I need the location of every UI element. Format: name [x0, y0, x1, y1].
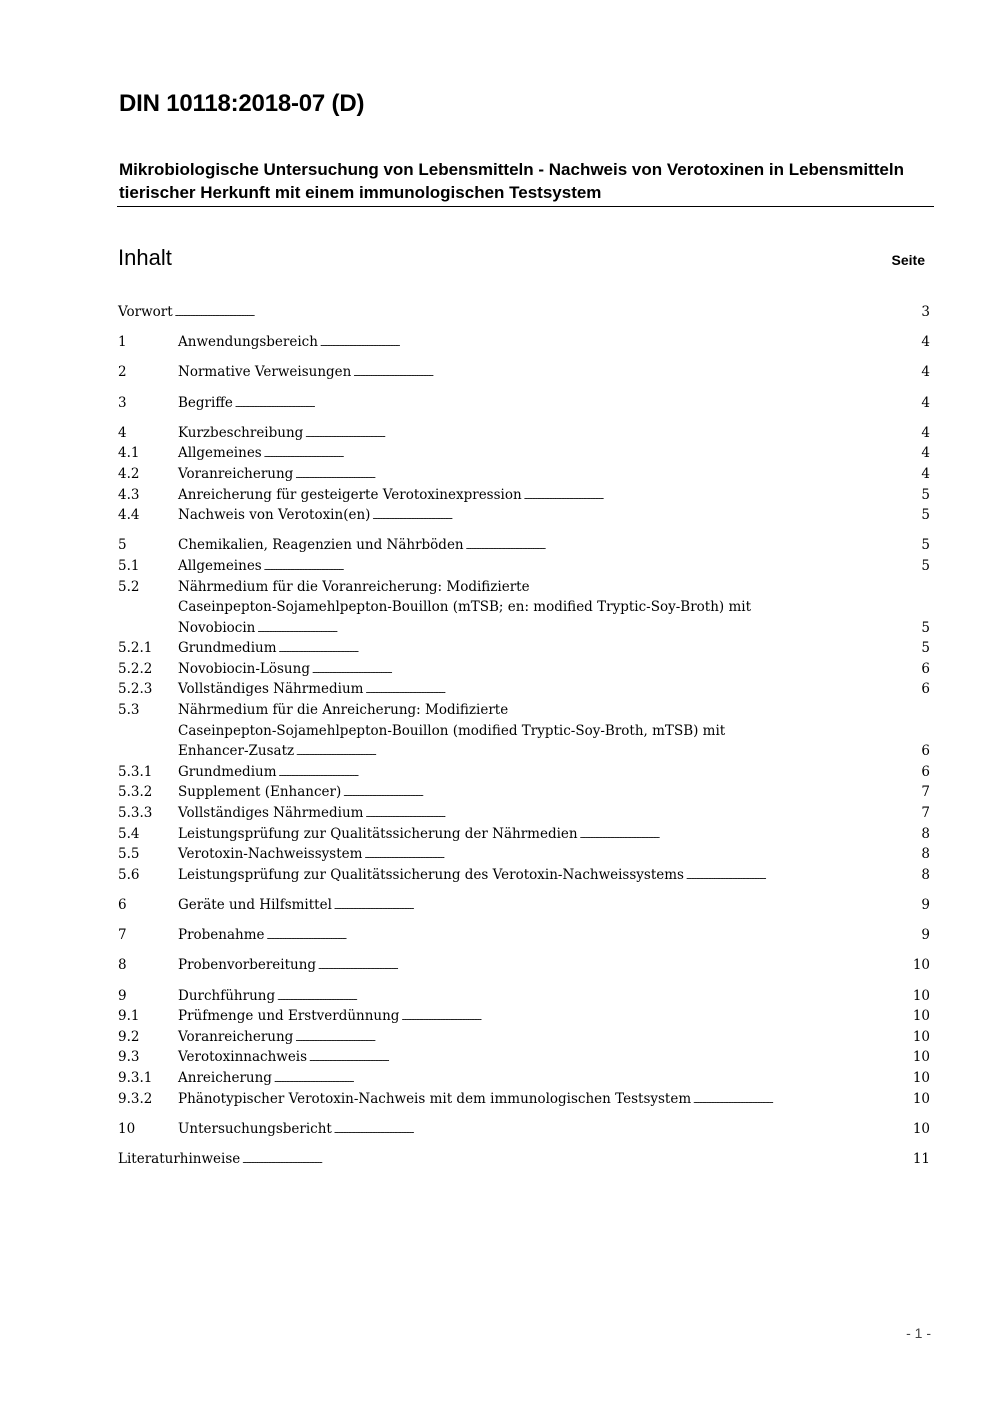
toc-dot-leader: [372, 505, 919, 526]
toc-entry-line: [178, 423, 930, 444]
toc-entry-page: 6: [921, 743, 930, 760]
toc-entry[interactable]: [118, 679, 930, 700]
toc-entry-label: Caseinpepton-Sojamehlpepton-Bouillon (mTSB; en: modified Tryptic-Soy-Broth) mit: [178, 599, 751, 616]
toc-entry-line: [178, 659, 930, 680]
toc-entry[interactable]: [118, 535, 930, 556]
toc-entry-page: 5: [921, 619, 930, 636]
toc-entry-label: Anreicherung: [178, 1069, 272, 1086]
toc-entry[interactable]: [118, 443, 930, 464]
toc-entry-label: Novobiocin-Lösung: [178, 660, 310, 677]
toc-entry-line: [178, 679, 930, 700]
toc-dot-leader: [242, 1149, 911, 1170]
page-column-label: Seite: [891, 252, 925, 268]
toc-entry-label: Nährmedium für die Anreicherung: Modifizierte: [178, 702, 509, 719]
toc-entry-page: 5: [921, 507, 930, 524]
toc-entry-page: 8: [921, 846, 930, 863]
toc-entry-line: [178, 955, 930, 976]
toc-entry[interactable]: [118, 302, 930, 323]
toc-entry-page: 9: [921, 927, 930, 944]
toc-entry-label: Anwendungsbereich: [178, 334, 318, 351]
toc-entry-line: [178, 443, 930, 464]
toc-entry-page: 9: [921, 897, 930, 913]
toc-entry-line: [178, 1068, 930, 1089]
toc-entry-number: 3: [118, 394, 127, 411]
toc-entry-line: [178, 1089, 930, 1110]
toc-entry[interactable]: [118, 721, 930, 742]
toc-dot-leader: [580, 824, 920, 845]
toc-entry-label: Vollständiges Nährmedium: [178, 805, 364, 822]
toc-entry-number: 1: [118, 334, 127, 351]
toc-entry[interactable]: [118, 659, 930, 680]
toc-entry-page: 4: [921, 334, 930, 351]
toc-dot-leader: [235, 393, 920, 414]
toc-entry-label: Probenvorbereitung: [178, 957, 317, 974]
toc-entry[interactable]: [118, 362, 930, 383]
toc-dot-leader: [334, 895, 919, 916]
toc-entry-label: Anreicherung für gesteigerte Verotoxinexpression: [178, 486, 522, 503]
toc-entry-number: 10: [118, 1120, 136, 1137]
toc-entry[interactable]: [118, 986, 930, 1007]
toc-entry[interactable]: [118, 844, 930, 865]
toc-entry[interactable]: [118, 824, 930, 845]
toc-entry[interactable]: [118, 700, 930, 721]
toc-entry[interactable]: [118, 762, 930, 783]
toc-entry-line: [178, 895, 930, 916]
toc-entry-page: 10: [912, 1008, 930, 1025]
toc-entry-page: 10: [912, 957, 930, 974]
table-of-contents: [118, 302, 930, 1170]
toc-dot-leader: [365, 679, 919, 700]
toc-entry-page: 5: [921, 640, 930, 657]
toc-entry-line: [178, 485, 930, 506]
document-subtitle: Mikrobiologische Untersuchung von Lebensmitteln - Nachweis von Verotoxinen in Lebensmitteln tierischer Herkunft mit einem immunologischen Testsystem: [119, 160, 904, 202]
toc-dot-leader: [305, 423, 919, 444]
toc-entry-number: 9.1: [118, 1008, 140, 1025]
toc-entry-page: 4: [921, 394, 930, 411]
toc-entry[interactable]: [118, 485, 930, 506]
toc-entry-number: 5.3.2: [118, 784, 153, 801]
toc-entry-line: [178, 597, 930, 618]
toc-entry-line: [178, 577, 930, 598]
toc-entry-page: 10: [912, 1049, 930, 1066]
toc-entry-line: [178, 464, 930, 485]
toc-entry[interactable]: [118, 505, 930, 526]
toc-entry[interactable]: [118, 393, 930, 414]
toc-entry-line: [178, 332, 930, 353]
toc-entry-line: [178, 803, 930, 824]
toc-entry-label: Voranreicherung: [178, 465, 294, 482]
toc-entry-label: Durchführung: [178, 987, 276, 1004]
toc-entry-label: Verotoxinnachweis: [178, 1049, 308, 1066]
toc-entry-number: 9.3.1: [118, 1069, 153, 1086]
toc-dot-leader: [296, 741, 919, 762]
toc-entry-page: 10: [912, 1090, 930, 1107]
toc-dot-leader: [257, 618, 919, 639]
toc-entry-line: [178, 1119, 930, 1140]
toc-entry[interactable]: [118, 803, 930, 824]
toc-dot-leader: [312, 659, 919, 680]
toc-entry-page: 10: [912, 1069, 930, 1086]
toc-entry-number: 5.2: [118, 578, 140, 595]
toc-entry[interactable]: [118, 1047, 930, 1068]
toc-entry[interactable]: [118, 1119, 930, 1140]
toc-entry-number: 5.2.3: [118, 681, 153, 698]
toc-entry[interactable]: [118, 955, 930, 976]
toc-entry[interactable]: [118, 464, 930, 485]
toc-entry-label: Kurzbeschreibung: [178, 424, 304, 441]
toc-entry[interactable]: [118, 1149, 930, 1170]
toc-entry-label: Leistungsprüfung zur Qualitätssicherung der Nährmedien: [178, 825, 578, 842]
toc-entry-label: Grundmedium: [178, 640, 277, 657]
toc-dot-leader: [279, 762, 920, 783]
toc-entry[interactable]: [118, 1027, 930, 1048]
toc-entry[interactable]: [118, 895, 930, 916]
toc-entry-page: 4: [921, 364, 930, 381]
toc-dot-leader: [318, 955, 911, 976]
toc-entry-number: 6: [118, 897, 127, 913]
toc-entry-number: 5.3: [118, 702, 140, 719]
toc-entry-number: 5.4: [118, 825, 140, 842]
toc-entry-label: Leistungsprüfung zur Qualitätssicherung des Verotoxin-Nachweissystems: [178, 866, 684, 883]
toc-entry-label: Geräte und Hilfsmittel: [178, 897, 332, 913]
toc-dot-leader: [175, 302, 920, 323]
toc-entry[interactable]: [118, 556, 930, 577]
toc-entry[interactable]: [118, 638, 930, 659]
toc-entry-number: 4.2: [118, 465, 140, 482]
toc-entry-number: 7: [118, 927, 127, 944]
toc-entry[interactable]: [118, 1089, 930, 1110]
toc-entry-line: [178, 505, 930, 526]
toc-entry-line: [178, 393, 930, 414]
toc-entry-line: [178, 865, 930, 886]
toc-entry-page: 10: [912, 1028, 930, 1045]
toc-entry-line: [178, 782, 930, 803]
toc-entry-line: [178, 1047, 930, 1068]
toc-entry-number: 2: [118, 364, 127, 381]
toc-dot-leader: [343, 782, 919, 803]
toc-entry-line: [178, 844, 930, 865]
toc-entry-line: [178, 986, 930, 1007]
toc-entry-label: Nährmedium für die Voranreicherung: Modifizierte: [178, 578, 530, 595]
toc-dot-leader: [274, 1068, 911, 1089]
toc-entry[interactable]: [118, 1006, 930, 1027]
document-title: DIN 10118:2018-07 (D): [119, 90, 365, 117]
toc-entry-label: Untersuchungsbericht: [178, 1120, 332, 1137]
toc-entry-number: 5: [118, 537, 127, 554]
toc-entry-label: Phänotypischer Verotoxin-Nachweis mit dem immunologischen Testsystem: [178, 1090, 692, 1107]
toc-entry-page: 4: [921, 465, 930, 482]
toc-dot-leader: [365, 803, 919, 824]
toc-entry-label: Probenahme: [178, 927, 265, 944]
toc-entry-page: 7: [921, 805, 930, 822]
toc-entry-line: [178, 824, 930, 845]
toc-entry[interactable]: [118, 782, 930, 803]
toc-dot-leader: [277, 986, 911, 1007]
toc-entry-page: 4: [921, 445, 930, 462]
toc-entry-line: [178, 556, 930, 577]
toc-entry-page: 8: [921, 866, 930, 883]
toc-entry-label: Caseinpepton-Sojamehlpepton-Bouillon (modified Tryptic-Soy-Broth, mTSB) mit: [178, 722, 726, 739]
toc-entry-line: [178, 1027, 930, 1048]
toc-dot-leader: [693, 1089, 911, 1110]
toc-entry-line: [178, 618, 930, 639]
toc-dot-leader: [295, 464, 919, 485]
toc-entry-label: Voranreicherung: [178, 1028, 294, 1045]
toc-entry-line: [178, 1006, 930, 1027]
toc-entry-number: 8: [118, 957, 127, 974]
toc-entry-number: 9: [118, 987, 127, 1004]
toc-entry-label: Novobiocin: [178, 619, 256, 636]
toc-entry-page: 6: [921, 763, 930, 780]
toc-entry-page: 6: [921, 681, 930, 698]
toc-entry[interactable]: [118, 865, 930, 886]
toc-dot-leader: [295, 1027, 910, 1048]
toc-entry-label: Vollständiges Nährmedium: [178, 681, 364, 698]
toc-entry-label: Allgemeines: [178, 557, 262, 574]
toc-dot-leader: [279, 638, 920, 659]
toc-dot-leader: [267, 925, 920, 946]
toc-dot-leader: [264, 443, 920, 464]
toc-entry-number: 5.1: [118, 557, 140, 574]
toc-entry-page: 7: [921, 784, 930, 801]
toc-entry-number: 5.5: [118, 846, 140, 863]
toc-entry[interactable]: [118, 741, 930, 762]
toc-dot-leader: [264, 556, 920, 577]
toc-entry-number: 5.2.2: [118, 660, 153, 677]
toc-dot-leader: [686, 865, 919, 886]
toc-entry-page: 11: [912, 1150, 930, 1167]
toc-entry-label: Allgemeines: [178, 445, 262, 462]
toc-entry[interactable]: [118, 925, 930, 946]
toc-entry-number: 9.3.2: [118, 1090, 153, 1107]
toc-entry-page: 5: [921, 557, 930, 574]
toc-entry-page: 10: [912, 987, 930, 1004]
toc-dot-leader: [309, 1047, 911, 1068]
toc-dot-leader: [320, 332, 919, 353]
toc-entry-number: 5.3.3: [118, 805, 153, 822]
toc-entry-label: Grundmedium: [178, 763, 277, 780]
toc-entry-label: Literaturhinweise: [118, 1150, 241, 1167]
toc-entry-line: [178, 700, 930, 721]
toc-entry-page: 5: [921, 486, 930, 503]
toc-dot-leader: [353, 362, 919, 383]
toc-entry-number: 4.4: [118, 507, 140, 524]
toc-entry-number: 4.1: [118, 445, 140, 462]
toc-entry-line: [178, 638, 930, 659]
toc-entry-page: 5: [921, 537, 930, 554]
title-divider: [117, 206, 934, 207]
toc-entry-line: [178, 925, 930, 946]
toc-entry-number: 9.2: [118, 1028, 140, 1045]
toc-entry-label: Verotoxin-Nachweissystem: [178, 846, 363, 863]
toc-entry-number: 4.3: [118, 486, 140, 503]
toc-entry-label: Begriffe: [178, 394, 233, 411]
toc-entry[interactable]: [118, 577, 930, 598]
toc-entry-label: Normative Verweisungen: [178, 364, 352, 381]
toc-entry-page: 3: [921, 304, 930, 320]
toc-heading: Inhalt: [118, 245, 172, 270]
toc-entry-line: [178, 362, 930, 383]
toc-entry-label: Enhancer-Zusatz: [178, 743, 295, 760]
toc-entry[interactable]: [118, 597, 930, 618]
toc-entry-line: [118, 302, 930, 323]
toc-entry-number: 4: [118, 424, 127, 441]
toc-entry-number: 5.6: [118, 866, 140, 883]
toc-entry-label: Prüfmenge und Erstverdünnung: [178, 1008, 400, 1025]
toc-entry-line: [178, 535, 930, 556]
toc-entry[interactable]: [118, 1068, 930, 1089]
toc-entry[interactable]: [118, 423, 930, 444]
toc-entry-line: [118, 1149, 930, 1170]
toc-entry-label: Supplement (Enhancer): [178, 784, 342, 801]
toc-dot-leader: [364, 844, 919, 865]
toc-entry-number: 5.3.1: [118, 763, 153, 780]
toc-entry-page: 4: [921, 424, 930, 441]
toc-entry[interactable]: [118, 618, 930, 639]
toc-entry-page: 6: [921, 660, 930, 677]
toc-entry[interactable]: [118, 332, 930, 353]
toc-entry-label: Chemikalien, Reagenzien und Nährböden: [178, 537, 464, 554]
toc-entry-line: [178, 741, 930, 762]
toc-entry-number: 5.2.1: [118, 640, 153, 657]
toc-entry-number: 9.3: [118, 1049, 140, 1066]
toc-entry-label: Vorwort: [118, 304, 173, 320]
toc-dot-leader: [334, 1119, 911, 1140]
toc-entry-page: 8: [921, 825, 930, 842]
toc-dot-leader: [466, 535, 920, 556]
toc-dot-leader: [401, 1006, 910, 1027]
toc-dot-leader: [524, 485, 920, 506]
page-number: - 1 -: [906, 1325, 931, 1341]
toc-entry-page: 10: [912, 1120, 930, 1137]
toc-entry-line: [178, 762, 930, 783]
toc-entry-label: Nachweis von Verotoxin(en): [178, 507, 371, 524]
toc-entry-line: [178, 721, 930, 742]
